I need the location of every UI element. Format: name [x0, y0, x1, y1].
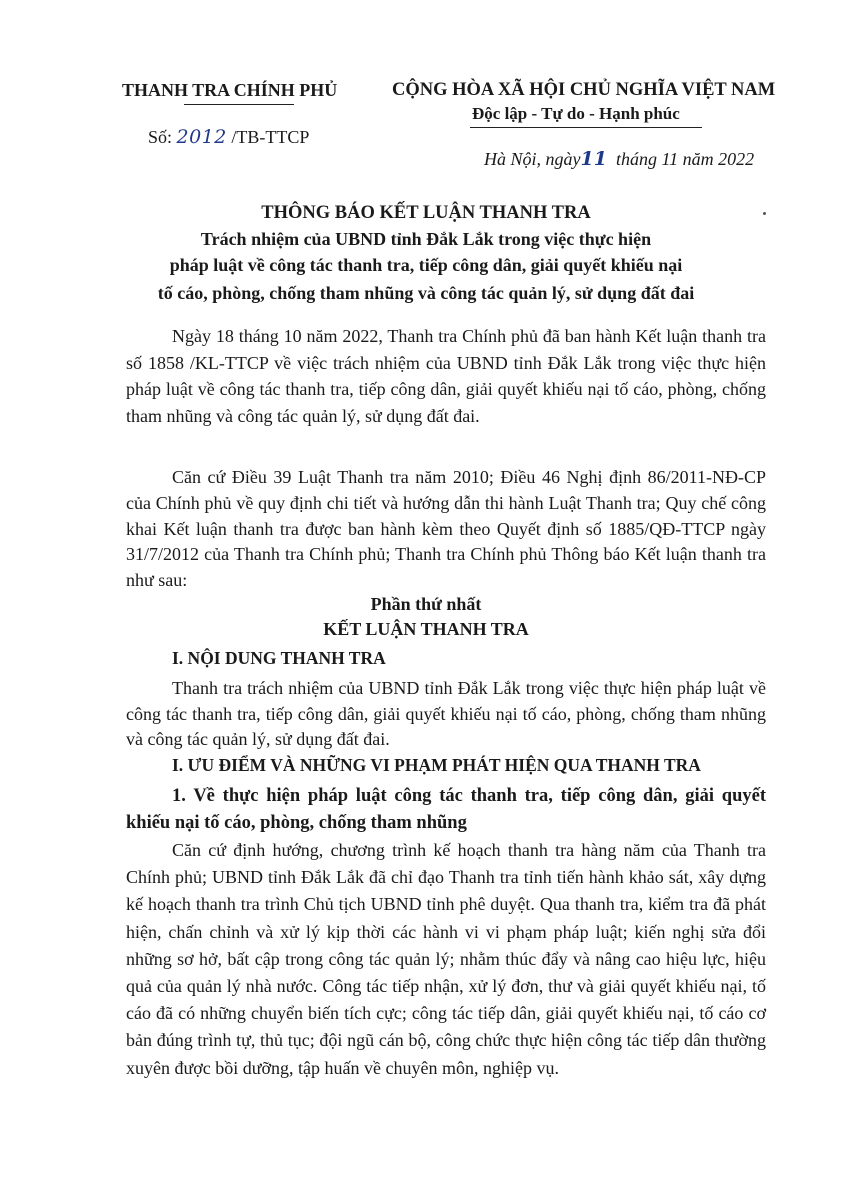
national-title: CỘNG HÒA XÃ HỘI CHỦ NGHĨA VIỆT NAM	[392, 80, 776, 100]
doc-number-prefix: Số:	[148, 127, 173, 147]
document-subtitle-line-1: Trách nhiệm của UBND tỉnh Đắk Lắk trong việc thực hiện	[200, 229, 652, 249]
agency-underline	[184, 104, 294, 105]
document-subtitle-line-2: pháp luật về công tác thanh tra, tiếp công dân, giải quyết khiếu nại	[169, 255, 683, 275]
date-suffix: tháng 11 năm 2022	[615, 149, 755, 169]
national-motto: Độc lập - Tự do - Hạnh phúc	[472, 104, 680, 123]
subsection-1-heading: 1. Về thực hiện pháp luật công tác thanh tra, tiếp công dân, giải quyết khiếu nại tố cáo, phòng, chống tham nhũng	[126, 786, 766, 833]
document-title: THÔNG BÁO KẾT LUẬN THANH TRA	[261, 203, 591, 223]
motto-underline	[470, 127, 702, 128]
issuing-agency: THANH TRA CHÍNH PHỦ	[122, 80, 338, 100]
doc-number-suffix: /TB-TTCP	[231, 127, 310, 147]
doc-number-handwritten: 2012	[176, 126, 227, 148]
date-prefix: Hà Nội, ngày	[484, 149, 581, 169]
section-1-paragraph: Thanh tra trách nhiệm của UBND tỉnh Đắk Lắk trong việc thực hiện pháp luật về công tác thanh tra, tiếp công dân, giải quyết khiếu nại tố cáo, phòng, chống tham nhũng và công tác quản lý, sử dụng đất đai.	[126, 678, 766, 749]
section-1-heading: I. NỘI DUNG THANH TRA	[172, 648, 386, 668]
section-2-heading: I. ƯU ĐIỂM VÀ NHỮNG VI PHẠM PHÁT HIỆN QUA THANH TRA	[172, 755, 701, 775]
subsection-1-paragraph: Căn cứ định hướng, chương trình kế hoạch thanh tra hàng năm của Thanh tra Chính phủ; UBND tỉnh Đắk Lắk đã chỉ đạo Thanh tra tỉnh tiến hành khảo sát, xây dựng kế hoạch thanh tra trình Chủ tịch UBND tỉnh phê duyệt. Qua thanh tra, kiểm tra đã phát hiện, chấn chỉnh và xử lý kịp thời các hành vi vi phạm pháp luật; kiến nghị sửa đổi những sơ hở, bất cập trong công tác quản lý; nhằm thúc đẩy và nâng cao hiệu lực, hiệu quả của quản lý nhà nước. Công tác tiếp nhận, xử lý đơn, thư và giải quyết khiếu nại, tố cáo đã có những chuyển biến tích cực; công tác tiếp dân, giải quyết khiếu nại, tố cáo cơ bản đúng trình tự, thủ tục; đội ngũ cán bộ, công chức thực hiện công tác tiếp dân thường xuyên được bồi dưỡng, tập huấn về chuyên môn, nghiệp vụ.	[126, 840, 766, 1078]
legal-basis-paragraph: Căn cứ Điều 39 Luật Thanh tra năm 2010; Điều 46 Nghị định 86/2011-NĐ-CP của Chính phủ về quy định chi tiết và hướng dẫn thi hành Luật Thanh tra; Quy chế công khai Kết luận thanh tra được ban hành kèm theo Quyết định số 1885/QĐ-TTCP ngày 31/7/2012 của Thanh tra Chính phủ; Thanh tra Chính phủ Thông báo Kết luận thanh tra như sau:	[126, 467, 766, 591]
date-day-handwritten: 11	[580, 148, 607, 170]
part-title: KẾT LUẬN THANH TRA	[323, 619, 529, 639]
part-heading: Phần thứ nhất	[370, 594, 482, 614]
document-number	[148, 126, 309, 148]
intro-paragraph: Ngày 18 tháng 10 năm 2022, Thanh tra Chính phủ đã ban hành Kết luận thanh tra số 1858 /KL-TTCP về việc trách nhiệm của UBND tỉnh Đắk Lắk trong việc thực hiện pháp luật về công tác thanh tra, tiếp công dân, giải quyết khiếu nại tố cáo, phòng, chống tham nhũng và công tác quản lý, sử dụng đất đai.	[126, 326, 766, 426]
document-subtitle-line-3: tố cáo, phòng, chống tham nhũng và công tác quản lý, sử dụng đất đai	[157, 283, 695, 303]
date-line	[484, 148, 754, 170]
